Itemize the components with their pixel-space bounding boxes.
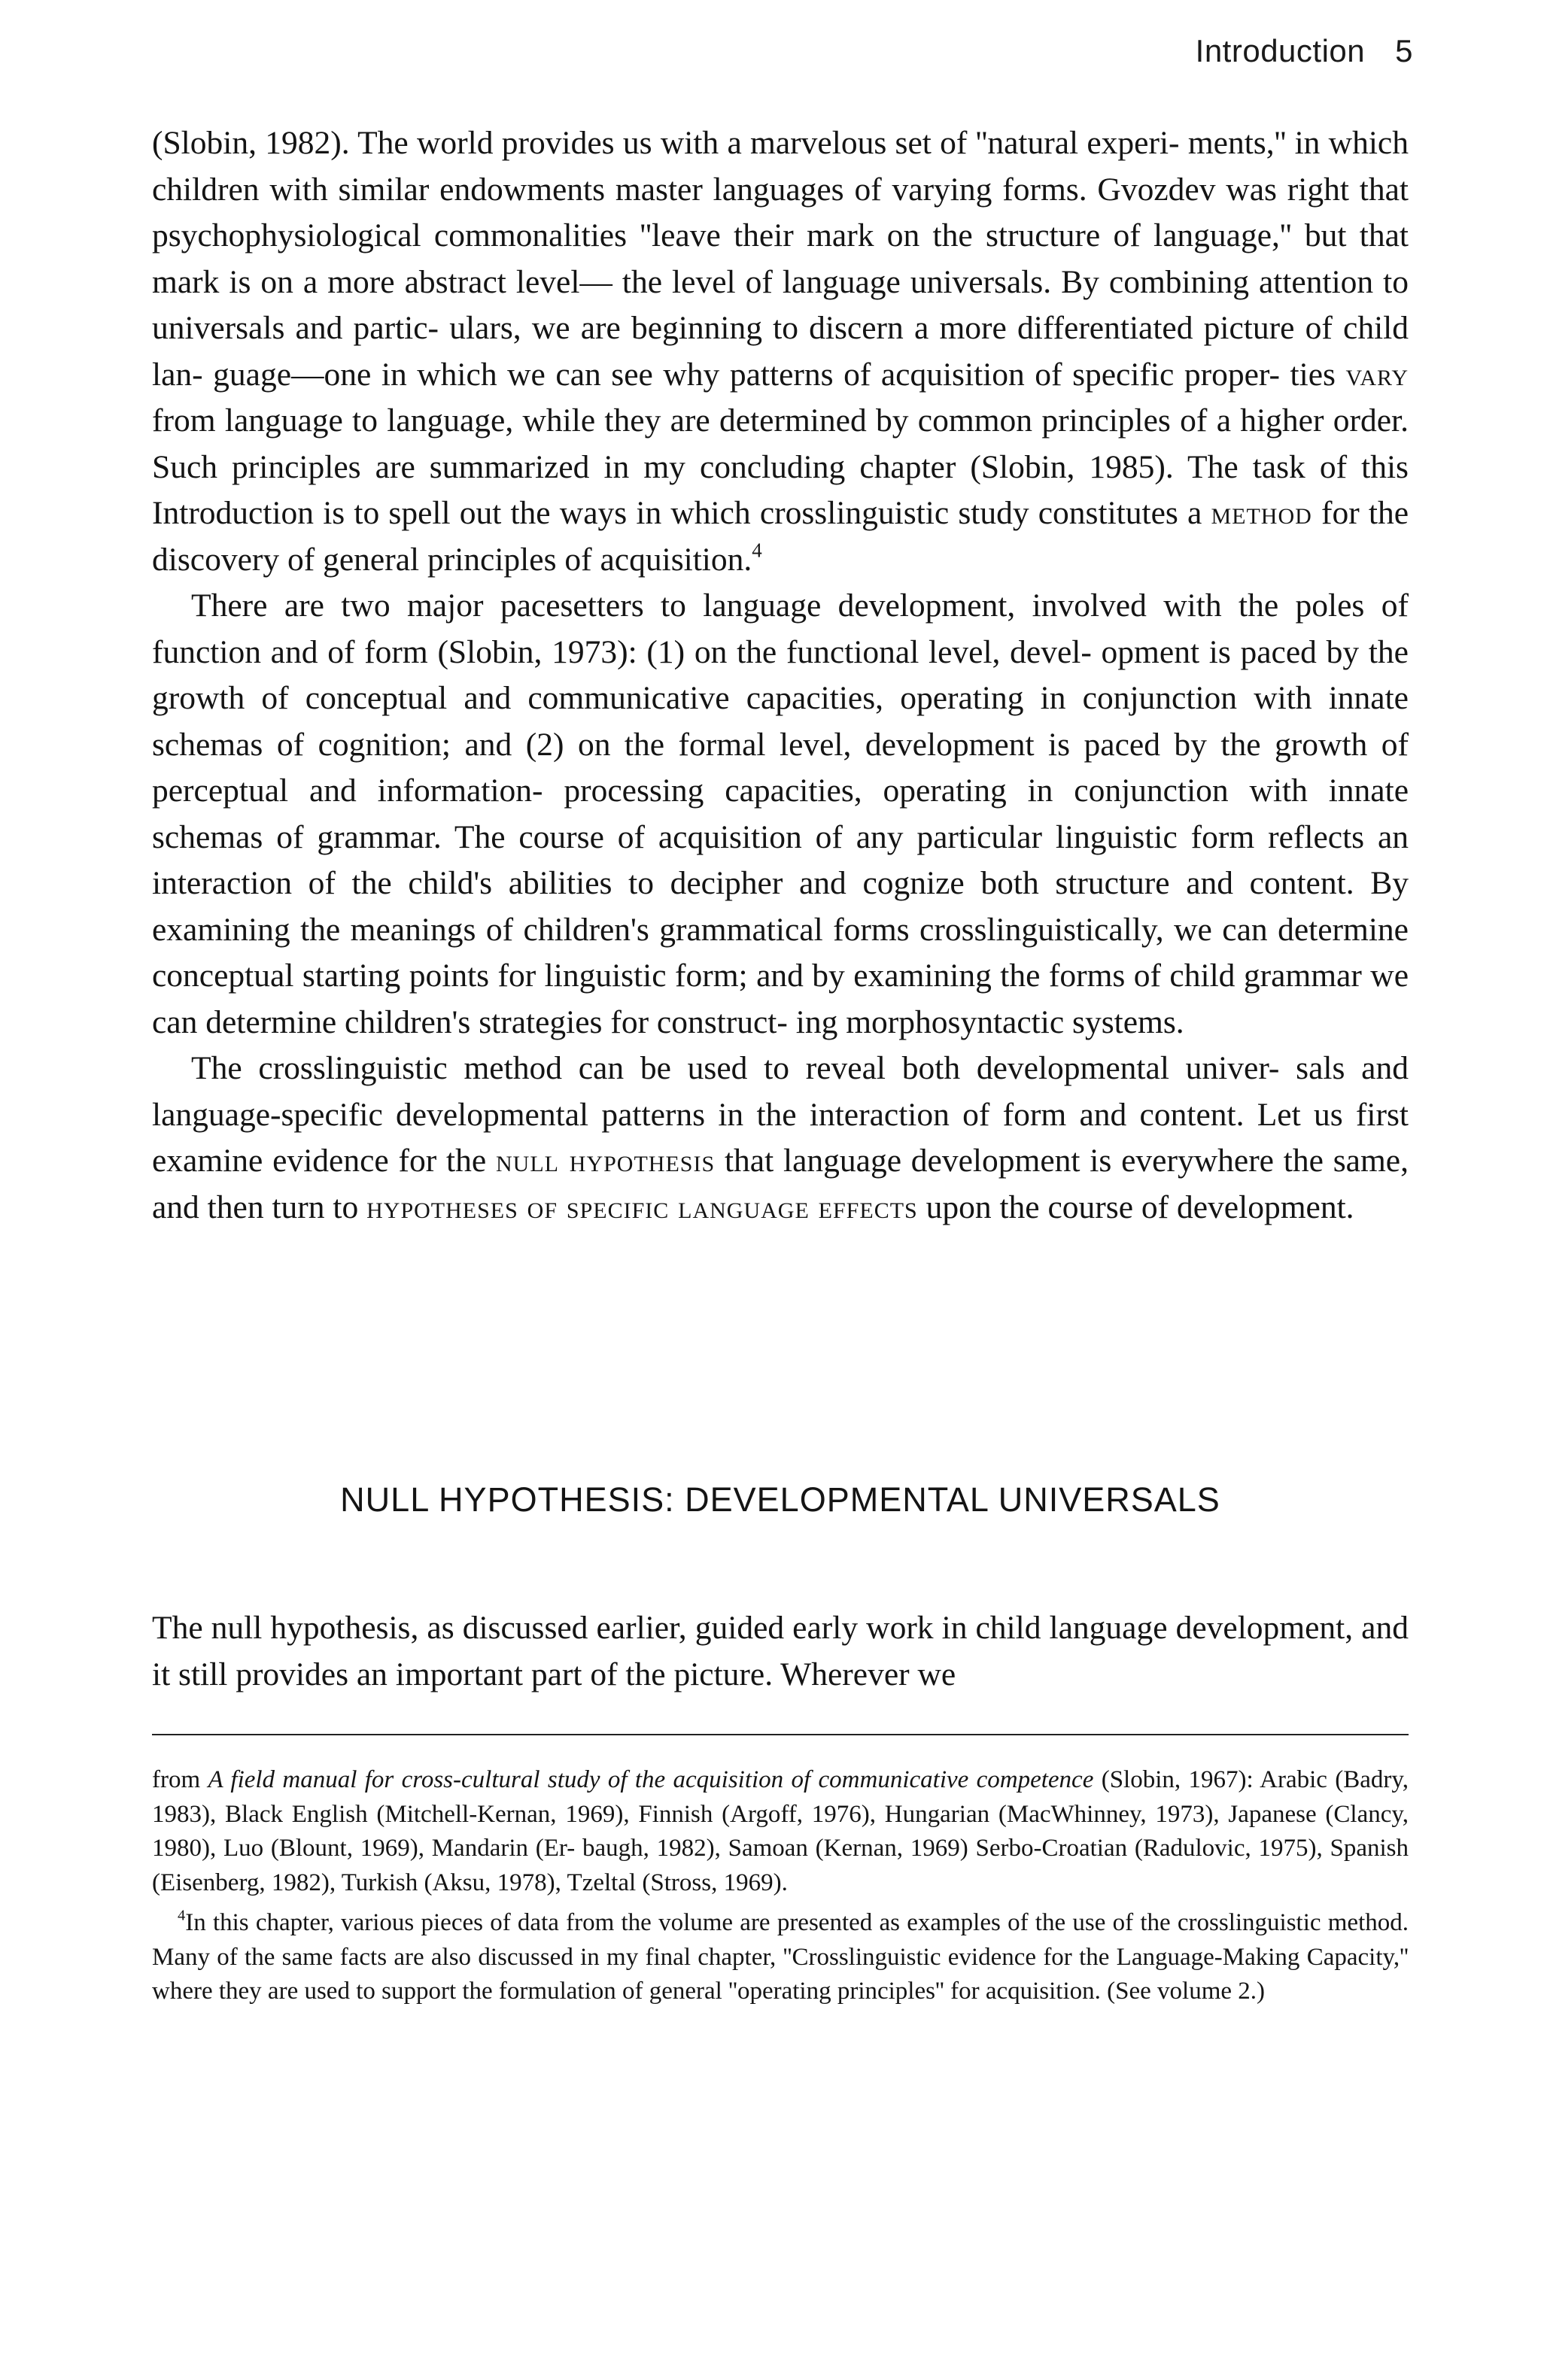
paragraph-1-text-c: for the discovery of general principles of acquisition.: [152, 495, 1409, 578]
small-caps-vary: vary: [1345, 356, 1409, 393]
footnote-ref-4: 4: [752, 538, 762, 561]
footnote-divider: [152, 1734, 1409, 1735]
small-caps-method: method: [1211, 495, 1312, 531]
body-text: [152, 120, 1409, 1231]
page-number: 5: [1395, 33, 1413, 68]
paragraph-4: The null hypothesis, as discussed earlier, guided early work in child language development, and it still provides an important part of the picture. Wherever we: [152, 1610, 1409, 1692]
footnotes: [152, 1763, 1409, 2009]
footnote-continuation: [152, 1763, 1409, 1900]
footnote-4-marker: 4: [178, 1907, 186, 1924]
paragraph-2: There are two major pacesetters to language development, involved with the poles of function and of form (Slobin, 1973): (1) on the functional level, devel- opment is paced by the growth of conceptual and communicative capacities, operating in conjunction with innate schemas of cognition; and (2) on the formal level, development is paced by the growth of perceptual and information- processing capacities, operating in conjunction with innate schemas of grammar. The course of acquisition of any particular linguistic form reflects an interaction of the child's abilities to decipher and cognize both structure and content. By examining the meanings of children's grammatical forms crosslinguistically, we can determine conceptual starting points for linguistic form; and by examining the forms of child grammar we can determine children's strategies for construct- ing morphosyntactic systems.: [152, 587, 1409, 1040]
running-head-title: Introduction: [1195, 33, 1366, 68]
footnote-continuation-title: A field manual for cross-cultural study of the acquisition of communicative competence: [208, 1766, 1094, 1793]
paragraph-3: [152, 1046, 1409, 1231]
paragraph-3-text-a: The crosslinguistic method can be used to reveal both developmental univer- sals and language-specific developmental patterns in the interaction of form and content. Let us first examine evidence for the: [152, 1050, 1409, 1179]
footnote-4-text: In this chapter, various pieces of data from the volume are presented as examples of the use of the crosslinguistic method. Many of the same facts are also discussed in my final chapter, ''Crosslinguistic evidence for the Language-Making Capacity,'' where they are used to support the formulation of general ''operating principles'' for acquisition. (See volume 2.): [152, 1909, 1409, 2005]
small-caps-specific-language-effects: hypotheses of specific language effects: [366, 1188, 918, 1225]
paragraph-3-text-b: that language development is everywhere the same, and then turn to: [152, 1143, 1409, 1225]
footnote-continuation-post: (Slobin, 1967): Arabic (Badry, 1983), Black English (Mitchell-Kernan, 1969), Finnish (Argoff, 1976), Hungarian (MacWhinney, 1973), Japanese (Clancy, 1980), Luo (Blount, 1969), Mandarin (Er- baugh, 1982), Samoan (Kernan, 1969) Serbo-Croatian (Radulovic, 1975), Spanish (Eisenberg, 1982), Turkish (Aksu, 1978), Tzeltal (Stross, 1969).: [152, 1766, 1409, 1896]
paragraph-1-text-b: from language to language, while they are determined by common principles of a higher order. Such principles are summarized in my concluding chapter (Slobin, 1985). The task of this Introduction is to spell out the ways in which crosslinguistic study constitutes a: [152, 402, 1409, 531]
paragraph-1: [152, 120, 1409, 583]
section-heading: NULL HYPOTHESIS: DEVELOPMENTAL UNIVERSALS: [340, 1480, 1220, 1519]
footnote-4: [152, 1906, 1409, 2009]
paragraph-1-text-a: (Slobin, 1982). The world provides us with a marvelous set of ''natural experi- ments,'' in which children with similar endowments master languages of varying forms. Gvozdev was right that psychophysiological commonalities ''leave their mark on the structure of language,'' but that mark is on a more abstract level— the level of language universals. By combining attention to universals and partic- ulars, we are beginning to discern a more differentiated picture of child lan- guage—one in which we can see why patterns of acquisition of specific proper- ties: [152, 125, 1409, 393]
running-head: [1196, 33, 1413, 69]
paragraph-3-text-c: upon the course of development.: [917, 1188, 1354, 1225]
small-caps-null-hypothesis: null hypothesis: [496, 1143, 716, 1179]
footnote-continuation-pre: from: [152, 1766, 208, 1793]
